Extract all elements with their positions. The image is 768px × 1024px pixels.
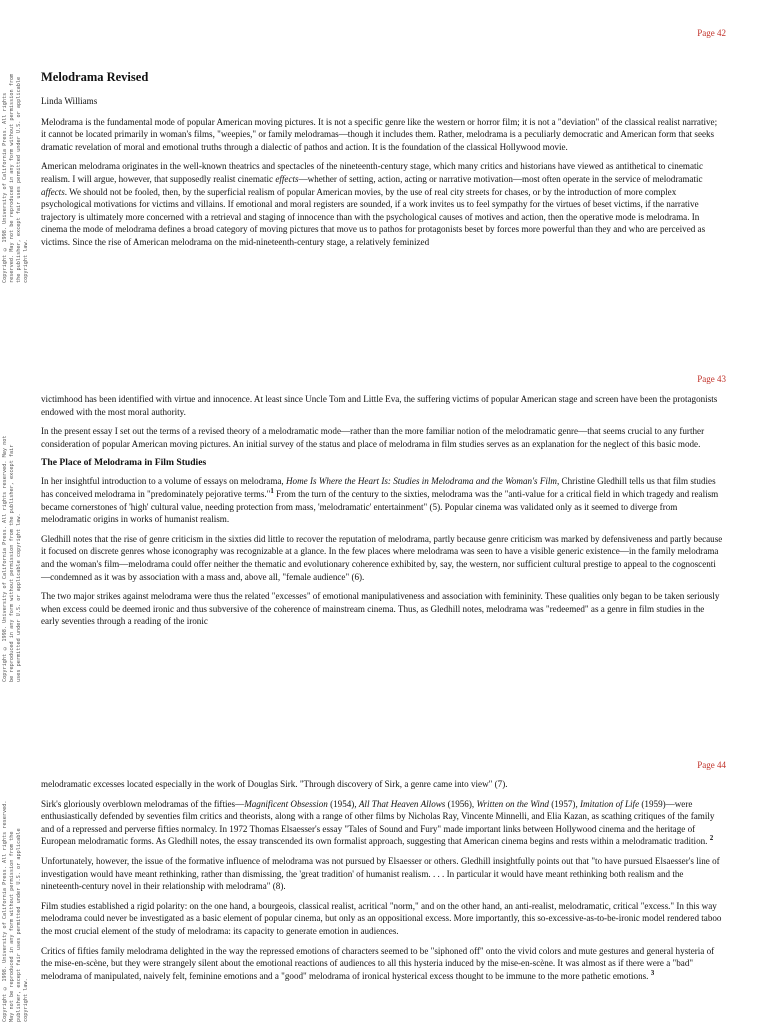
paragraph: Film studies established a rigid polarity: on the one hand, a bourgeois, classical realist, acritical "norm," and on the other hand, an anti-realist, melodramatic, critical "excess." In this way melodrama could never be investigated as a basic element of popular cinema, but only as an oppositional excess. More importantly, this so-excessive-as-to-be-ironic model rendered taboo the most crucial element of the study of melodrama: its capacity to generate emotion in audiences. [41,900,722,936]
article-title: Melodrama Revised [41,70,149,84]
page-43-text [41,393,724,635]
page-number: Page 42 [697,28,726,38]
page-44-text [41,778,724,989]
footnote-marker: 2 [709,834,714,843]
paragraph: melodramatic excesses located especially in the work of Douglas Sirk. "Through discovery of Sirk, a genre came into view" (7). [41,779,508,789]
author-name: Linda Williams [41,96,98,106]
page-number: Page 43 [697,374,726,384]
page-42-text [41,70,724,256]
copyright-side-note: Copyright © 1998. University of California Press. All rights reserved. May not be reproduced in any form without permission from the publisher, except fair uses permitted under U.S. or applicable copyright law. [2,800,30,1022]
paragraph: Unfortunately, however, the issue of the formative influence of melodrama was not pursued by Elsaesser or others. Gledhill insightfully points out that "to have pursued Elsaesser's line of investigation would have meant rethinking, rather than dismissing, the 'great tradition' of humanist realism. . . . In particular it would have meant rethinking both realism and the nineteenth-century novel in their relationship with melodrama" (8). [41,855,720,892]
page-number: Page 44 [697,760,726,770]
paragraph: The two major strikes against melodrama were thus the related "excesses" of emotional manipulativeness and association with femininity. These qualities only began to be taken seriously when excess could be deemed ironic and thus subversive of the coherence of mainstream cinema. Thus, as Gledhill notes, melodrama was "redeemed" as a genre in film studies in the early seventies through a reading of the ironic [41,591,720,627]
paragraph: Sirk's gloriously overblown melodramas of the fifties—Magnificent Obsession (1954), All That Heaven Allows (1956), Written on the Wind (1957), Imitation of Life (1959)—were enthusiastically defended by seventies film critics and theorists, along with a range of other films by Nicholas Ray, Vincente Minnelli, and Elia Kazan, as scathing critiques of the family and of a repressed and perverse fifties normalcy. In 1972 Thomas Elsaesser's essay "Tales of Sound and Fury" made important links between Hollywood cinema and the heritage of European melodramatic forms. As Gledhill notes, the essay transcended its own formalist approach, suggesting that American cinema begins and rests within a melodramatic tradition. $^2$ [41,798,715,847]
paragraph: Gledhill notes that the rise of genre criticism in the sixties did little to recover the reputation of melodrama, partly because genre criticism was marked by defensiveness and partly because it focused on discrete genres whose iconography was recognizable at a glance. In the few places where melodrama was seen to have a visible generic existence—in the family melodrama and the woman's film—melodrama could offer neither the thematic and evolutionary coherence exhibited by, say, the western, nor sufficient cultural prestige to appeal to the cognoscenti—condemned as it was by association with a mass and, above all, "female audience" (6). [41,533,723,582]
paragraph: In the present essay I set out the terms of a revised theory of a melodramatic mode—rather than the more familiar notion of the melodramatic genre—that seems crucial to any further consideration of popular American moving pictures. An initial survey of the status and place of melodrama in film studies serves as an explanation for the neglect of this basic mode. [41,426,705,449]
section-heading: The Place of Melodrama in Film Studies [41,457,207,469]
paragraph: Critics of fifties family melodrama delighted in the way the repressed emotions of characters seemed to be "siphoned off" onto the vivid colors and mute gestures and general hysteria of the mise-en-scène, but they were strangely silent about the emotional reactions of audiences to all this hysteria induced by the mise-en-scène. It was almost as if there were a "bad" melodrama of manipulated, naively felt, feminine emotions and a "good" melodrama of ironical hysterical excess thought to be immune to the more pathetic emotions. $^3$ [41,945,715,981]
footnote-marker: 3 [650,968,655,977]
paragraph: In her insightful introduction to a volume of essays on melodrama, Home Is Where the Heart Is: Studies in Melodrama and the Woman's Film, Christine Gledhill tells us that film studies has conceived melodrama in "predominately pejorative terms."$^1$ From the turn of the century to the sixties, melodrama was the "anti-value for a critical field in which tragedy and realism became cornerstones of 'high' cultural value, needing protection from mass, 'melodramatic' entertainment" (5). Popular cinema was validated only as it seemed to diverge from melodramatic origins in works of humanist realism. [41,476,719,525]
paragraph: Melodrama is the fundamental mode of popular American moving pictures. It is not a specific genre like the western or horror film; it is not a "deviation" of the classical realist narrative; it cannot be located primarily in woman's films, "weepies," or family melodramas—though it includes them. Rather, melodrama is a peculiarly democratic and American form that seeks dramatic revelation of moral and emotional truths through a dialectic of pathos and action. It is the foundation of the classical Hollywood movie. [41,116,718,152]
footnote-marker: 1 [270,486,274,495]
paragraph: victimhood has been identified with virtue and innocence. At least since Uncle Tom and Little Eva, the suffering victims of popular American stage and screen have been the protagonists endowed with the most moral authority. [41,394,718,417]
copyright-side-note: Copyright © 1998. University of California Press. All rights reserved. May not be reproduced in any form without permission from the publisher, except fair uses permitted under U.S. or applicable copyright law. [2,435,23,682]
copyright-side-note: Copyright © 1998. University of California Press. All rights reserved. May not be reproduced in any form without permission from the publisher, except fair uses permitted under U.S. or applicable copyright law. [2,73,30,283]
paragraph: American melodrama originates in the well-known theatrics and spectacles of the nineteenth-century stage, which many critics and historians have viewed as antithetical to cinematic realism. I will argue, however, that supposedly realist cinematic effects—whether of setting, action, acting or narrative motivation—most often operate in the service of melodramatic affects. We should not be fooled, then, by the superficial realism of popular American movies, by the use of real city streets for chases, or by the introduction of more complex psychological motivations for victims and villains. If emotional and moral registers are sounded, if a work invites us to feel sympathy for the virtues of beset victims, if the narrative trajectory is ultimately more concerned with a retrieval and staging of innocence than with the psychological causes of motives and action, then the operative mode is melodrama. In cinema the mode of melodrama defines a broad category of moving pictures that move us to pathos for protagonists beset by forces more powerful than they and who are perceived as victims. Since the rise of American melodrama on the mid-nineteenth-century stage, a relatively feminized [41,161,706,247]
